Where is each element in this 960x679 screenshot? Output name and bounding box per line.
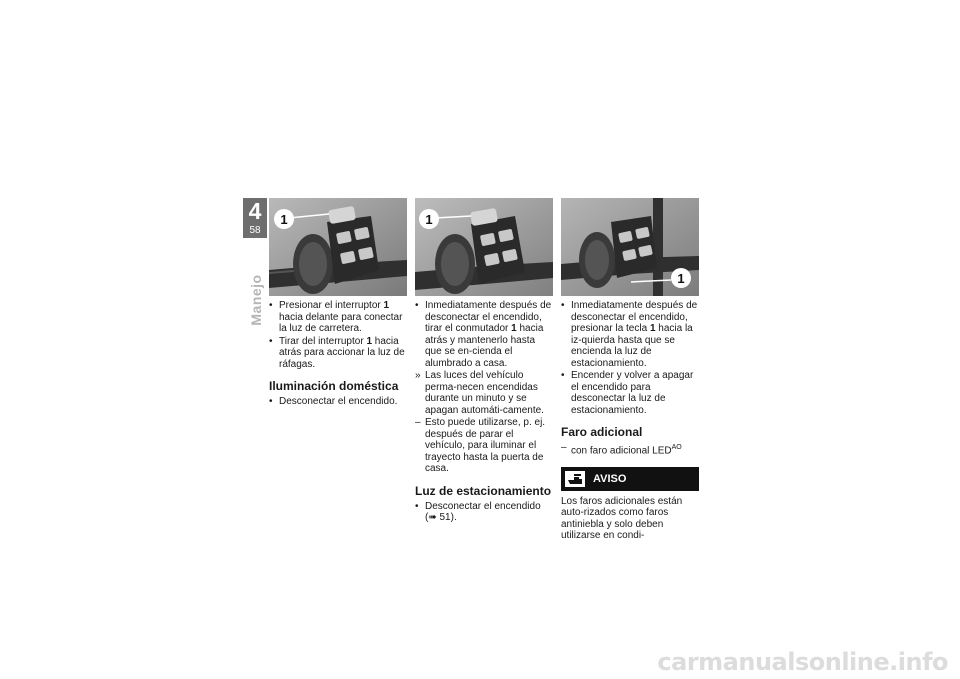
page-number: 58: [249, 225, 261, 236]
photo-callout-1: 1: [425, 212, 433, 227]
list-item: • Desconectar el encendido.: [269, 396, 398, 407]
notice-paragraph: Los faros adicionales están auto-rizados como faros antiniebla y solo deben utilizarse en condi-: [561, 495, 683, 542]
chapter-side-label: Manejo: [248, 274, 264, 326]
notice-title: AVISO: [593, 472, 627, 485]
column-home-lighting: [415, 198, 553, 525]
handlebar-switch-photo-3: [561, 198, 699, 296]
list-item: – Esto puede utilizarse, p. ej. después de parar el vehículo, para iluminar el trayecto hasta la puerta de casa.: [415, 417, 546, 474]
section-heading: Iluminación doméstica: [269, 379, 399, 393]
column-high-beam: [269, 198, 407, 409]
list-item: • Tirar del interruptor 1 hacia atrás para accionar la luz de ráfagas.: [269, 335, 405, 370]
handlebar-switch-photo-2: [415, 198, 553, 296]
photo-callout-1: 1: [677, 271, 685, 286]
column-parking-light: [561, 198, 699, 542]
section-heading: Faro adicional: [561, 425, 643, 439]
handlebar-switch-photo-1: [269, 198, 407, 296]
chapter-tab: [243, 198, 267, 238]
list-item: • Desconectar el encendido (➠ 51).: [415, 500, 541, 523]
option-code: AO: [671, 444, 682, 451]
chapter-number: 4: [248, 198, 262, 224]
list-item: • Encender y volver a apagar el encendido para desconectar la luz de estacionamiento.: [561, 370, 694, 416]
notice-banner: [561, 467, 699, 491]
photo-callout-1: 1: [280, 212, 288, 227]
watermark: carmanualsonline.info: [657, 648, 948, 676]
list-item: • Inmediatamente después de desconectar el encendido, tirar el conmutador 1 hacia atrás y mantenerlo hasta que se en-cienda el alumbrado a casa.: [415, 300, 552, 369]
list-item: • Inmediatamente después de desconectar el encendido, presionar la tecla 1 hacia la iz-quierda hasta que se encienda la luz de estacionamiento.: [561, 300, 698, 369]
list-item: » Las luces del vehículo perma-necen encendidas durante un minuto y se apagan automáti-camente.: [415, 370, 544, 416]
option-item: – con faro adicional $LED^{AO}$: [561, 442, 682, 457]
notice-hand-icon: [565, 471, 585, 487]
section-heading: Luz de estacionamiento: [415, 483, 552, 498]
list-item: • Presionar el interruptor 1 hacia delante para conectar la luz de carretera.: [269, 300, 403, 334]
